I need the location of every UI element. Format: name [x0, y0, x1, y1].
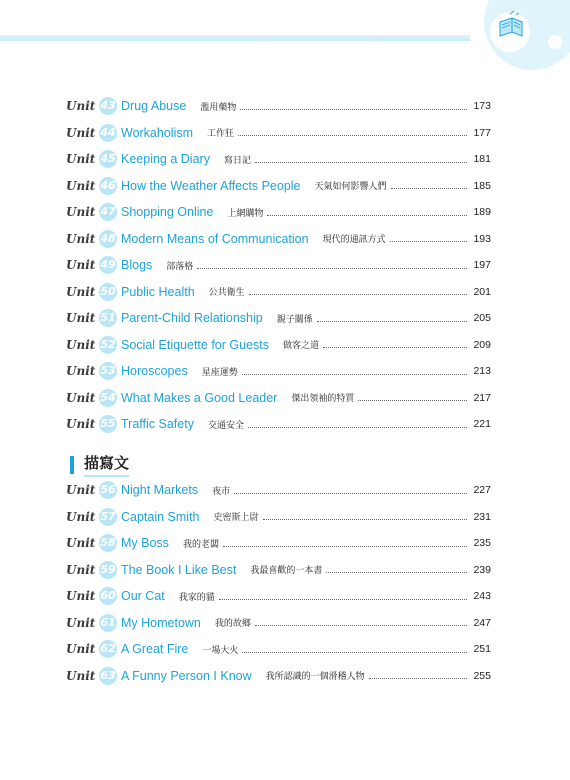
unit-number-badge: 59 — [99, 561, 117, 579]
toc-entry[interactable] — [66, 199, 491, 226]
unit-number-badge: 56 — [99, 481, 117, 499]
entry-chinese-title: 濫用藥物 — [200, 102, 237, 113]
unit-label: Unit — [66, 536, 96, 551]
page-number: 235 — [473, 537, 491, 550]
entry-chinese-title: 史密斯上尉 — [213, 513, 259, 524]
toc-entry[interactable] — [66, 583, 491, 610]
unit-label: Unit — [66, 390, 96, 405]
entry-chinese-title: 公共衛生 — [208, 288, 245, 299]
entry-chinese-title: 部落格 — [166, 261, 194, 272]
unit-label: Unit — [66, 284, 96, 299]
page-number: 231 — [473, 510, 491, 523]
entry-chinese-title: 交通安全 — [207, 420, 244, 431]
page-number: 227 — [473, 484, 491, 497]
dot-leader — [326, 572, 467, 573]
unit-label: Unit — [66, 99, 96, 114]
page-number: 251 — [473, 643, 491, 656]
entry-title: The Book I Like Best — [121, 562, 237, 577]
toc-entry[interactable] — [66, 663, 491, 690]
unit-label: Unit — [66, 364, 96, 379]
unit-number-badge: 47 — [99, 203, 117, 221]
unit-label: Unit — [66, 205, 96, 220]
unit-label: Unit — [66, 337, 96, 352]
dot-leader — [255, 162, 467, 163]
unit-number-badge: 43 — [99, 97, 117, 115]
toc-entry[interactable] — [66, 530, 491, 557]
section-marker — [70, 456, 74, 474]
unit-label: Unit — [66, 178, 96, 193]
entry-chinese-title: 我最喜歡的一本書 — [250, 566, 323, 577]
entry-chinese-title: 工作狂 — [207, 129, 235, 140]
entry-chinese-title: 星座運勢 — [201, 367, 238, 378]
entry-title: Night Markets — [121, 483, 199, 498]
unit-number-badge: 61 — [99, 614, 117, 632]
dot-leader — [263, 519, 467, 520]
entry-chinese-title: 我的故鄉 — [214, 619, 251, 630]
page-number: 201 — [473, 285, 491, 298]
dot-leader — [317, 321, 467, 322]
page-number: 185 — [473, 179, 491, 192]
page-number: 197 — [473, 259, 491, 272]
unit-number-badge: 58 — [99, 534, 117, 552]
page-number: 221 — [473, 418, 491, 431]
toc-entry[interactable] — [66, 358, 491, 385]
entry-title: Our Cat — [121, 589, 165, 604]
unit-number-badge: 60 — [99, 587, 117, 605]
unit-number-badge: 51 — [99, 309, 117, 327]
page-number: 243 — [473, 590, 491, 603]
page-number: 239 — [473, 563, 491, 576]
page-number: 193 — [473, 232, 491, 245]
dot-leader — [223, 546, 467, 547]
toc-entry[interactable] — [66, 173, 491, 200]
unit-number-badge: 46 — [99, 177, 117, 195]
entry-title: How the Weather Affects People — [121, 178, 301, 193]
entry-title: Social Etiquette for Guests — [121, 337, 269, 352]
unit-number-badge: 63 — [99, 667, 117, 685]
toc-entry[interactable] — [66, 385, 491, 412]
toc-entry[interactable] — [66, 557, 491, 584]
page-number: 213 — [473, 365, 491, 378]
entry-title: My Hometown — [121, 615, 201, 630]
dot-leader — [234, 493, 467, 494]
dot-leader — [390, 241, 467, 242]
entry-chinese-title: 夜市 — [212, 486, 231, 497]
entry-chinese-title: 我家的貓 — [178, 592, 215, 603]
page-number: 255 — [473, 669, 491, 682]
entry-chinese-title: 做客之道 — [283, 341, 320, 352]
unit-number-badge: 62 — [99, 640, 117, 658]
entry-title: Public Health — [121, 284, 195, 299]
toc-entry[interactable] — [66, 93, 491, 120]
dot-leader — [369, 678, 467, 679]
unit-number-badge: 52 — [99, 336, 117, 354]
unit-label: Unit — [66, 589, 96, 604]
entry-chinese-title: 寫日記 — [223, 155, 251, 166]
unit-number-badge: 50 — [99, 283, 117, 301]
section-title: 描寫文 — [84, 452, 129, 477]
dot-leader — [248, 427, 467, 428]
page-number: 209 — [473, 338, 491, 351]
entry-title: Blogs — [121, 258, 153, 273]
page-number: 205 — [473, 312, 491, 325]
unit-label: Unit — [66, 483, 96, 498]
entry-title: Parent-Child Relationship — [121, 311, 263, 326]
toc-entry[interactable] — [66, 332, 491, 359]
toc-entry[interactable] — [66, 636, 491, 663]
unit-label: Unit — [66, 152, 96, 167]
toc-entry[interactable] — [66, 610, 491, 637]
entry-title: Modern Means of Communication — [121, 231, 309, 246]
dot-leader — [358, 400, 467, 401]
dot-leader — [240, 109, 467, 110]
toc-entry[interactable] — [66, 146, 491, 173]
page-number: 217 — [473, 391, 491, 404]
page-number: 247 — [473, 616, 491, 629]
dot-leader — [249, 294, 467, 295]
toc-entry[interactable] — [66, 120, 491, 147]
entry-chinese-title: 現代的通訊方式 — [322, 235, 386, 246]
dot-leader — [197, 268, 467, 269]
entry-title: Horoscopes — [121, 364, 188, 379]
unit-number-badge: 49 — [99, 256, 117, 274]
unit-label: Unit — [66, 615, 96, 630]
dot-leader — [391, 188, 467, 189]
toc-entry[interactable] — [66, 226, 491, 253]
entry-title: What Makes a Good Leader — [121, 390, 278, 405]
entry-chinese-title: 一場大火 — [202, 645, 239, 656]
unit-label: Unit — [66, 642, 96, 657]
dot-leader — [242, 374, 467, 375]
unit-number-badge: 55 — [99, 415, 117, 433]
toc-entry[interactable] — [66, 477, 491, 504]
entry-title: A Funny Person I Know — [121, 668, 252, 683]
entry-chinese-title: 親子關係 — [276, 314, 313, 325]
entry-title: Shopping Online — [121, 205, 214, 220]
toc-entry[interactable] — [66, 252, 491, 279]
unit-number-badge: 45 — [99, 150, 117, 168]
unit-label: Unit — [66, 668, 96, 683]
entry-chinese-title: 我的老闆 — [182, 539, 219, 550]
toc-entry[interactable] — [66, 411, 491, 438]
entry-chinese-title: 傑出領袖的特質 — [291, 394, 355, 405]
entry-title: Traffic Safety — [121, 417, 194, 432]
entry-chinese-title: 天氣如何影響人們 — [314, 182, 387, 193]
entry-chinese-title: 我所認識的一個滑稽人物 — [265, 672, 365, 683]
entry-title: Captain Smith — [121, 509, 200, 524]
dot-leader — [238, 135, 467, 136]
dot-leader — [255, 625, 467, 626]
entry-title: Keeping a Diary — [121, 152, 210, 167]
unit-number-badge: 44 — [99, 124, 117, 142]
toc-list-essays — [66, 93, 491, 438]
page-number: 181 — [473, 153, 491, 166]
unit-number-badge: 53 — [99, 362, 117, 380]
unit-label: Unit — [66, 231, 96, 246]
unit-number-badge: 57 — [99, 508, 117, 526]
dot-leader — [323, 347, 467, 348]
toc-entry[interactable] — [66, 504, 491, 531]
toc-entry[interactable] — [66, 305, 491, 332]
entry-title: Drug Abuse — [121, 99, 187, 114]
unit-label: Unit — [66, 125, 96, 140]
entry-title: Workaholism — [121, 125, 194, 140]
book-decoration-icon — [470, 0, 570, 70]
unit-number-badge: 54 — [99, 389, 117, 407]
toc-entry[interactable] — [66, 279, 491, 306]
unit-label: Unit — [66, 417, 96, 432]
unit-label: Unit — [66, 258, 96, 273]
page-number: 173 — [473, 100, 491, 113]
dot-leader — [267, 215, 467, 216]
unit-label: Unit — [66, 562, 96, 577]
entry-title: My Boss — [121, 536, 169, 551]
unit-label: Unit — [66, 509, 96, 524]
page-number: 189 — [473, 206, 491, 219]
unit-number-badge: 48 — [99, 230, 117, 248]
page-number: 177 — [473, 126, 491, 139]
dot-leader — [242, 652, 467, 653]
entry-title: A Great Fire — [121, 642, 189, 657]
toc-list-descriptive — [66, 477, 491, 689]
dot-leader — [219, 599, 467, 600]
unit-label: Unit — [66, 311, 96, 326]
header-rule — [0, 35, 470, 41]
entry-chinese-title: 上網購物 — [227, 208, 264, 219]
